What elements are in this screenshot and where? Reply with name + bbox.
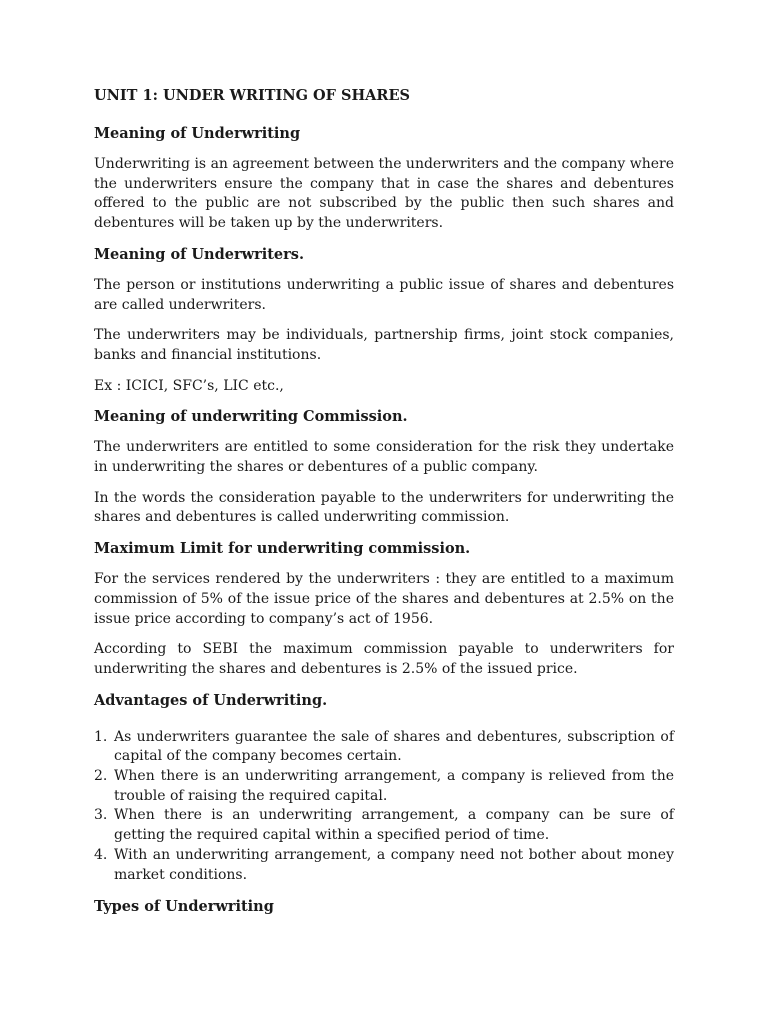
document-title: UNIT 1: UNDER WRITING OF SHARES: [94, 87, 410, 104]
list-item-text: When there is an underwriting arrangement, a company can be sure of getting the required capital within a specified period of time.: [114, 807, 674, 844]
paragraph-underwriters-definition: The person or institutions underwriting a public issue of shares and debentures are called underwriters.: [94, 276, 674, 313]
list-item-number: 2.: [94, 768, 108, 785]
advantages-list: [68, 728, 674, 886]
paragraph-companies-act-limit: For the services rendered by the underwriters : they are entitled to a maximum commission of 5% of the issue price of the shares and debentures at 2.5% on the issue price according to company’s act of 1956.: [94, 571, 674, 627]
list-item-text: As underwriters guarantee the sale of shares and debentures, subscription of capital of the company becomes certain.: [114, 728, 674, 765]
list-item-number: 4.: [94, 846, 108, 863]
heading-advantages: Advantages of Underwriting.: [94, 691, 328, 709]
heading-types-of-underwriting: Types of Underwriting: [94, 898, 274, 916]
paragraph-commission-consideration: The underwriters are entitled to some consideration for the risk they undertake in underwriting the shares or debentures of a public company.: [94, 439, 674, 476]
paragraph-underwriting-definition: Underwriting is an agreement between the underwriters and the company where the underwriters ensure the company that in case the shares and debentures offered to the public are not subscribed by the public then such shares and debentures will be taken up by the underwriters.: [94, 156, 674, 232]
paragraph-sebi-limit: According to SEBI the maximum commission payable to underwriters for underwriting the shares and debentures is 2.5% of the issued price.: [94, 641, 674, 677]
list-item-number: 1.: [94, 728, 108, 745]
paragraph-underwriters-types: The underwriters may be individuals, partnership firms, joint stock companies, banks and financial institutions.: [94, 327, 674, 363]
paragraph-underwriters-examples: Ex : ICICI, SFC’s, LIC etc.,: [94, 377, 284, 394]
heading-meaning-of-commission: Meaning of underwriting Commission.: [94, 408, 408, 426]
list-item: [68, 728, 674, 767]
list-item-number: 3.: [94, 807, 108, 824]
heading-meaning-of-underwriters: Meaning of Underwriters.: [94, 245, 305, 263]
list-item-text: With an underwriting arrangement, a company need not bother about money market conditions.: [114, 846, 674, 883]
paragraph-commission-definition: In the words the consideration payable to the underwriters for underwriting the shares and debentures is called underwriting commission.: [94, 489, 674, 526]
document-page: [94, 86, 674, 928]
heading-maximum-limit: Maximum Limit for underwriting commission.: [94, 540, 471, 558]
list-item: [68, 806, 674, 845]
list-item: [68, 846, 674, 885]
list-item: [68, 767, 674, 806]
heading-meaning-of-underwriting: Meaning of Underwriting: [94, 125, 301, 142]
list-item-text: When there is an underwriting arrangement, a company is relieved from the trouble of raising the required capital.: [114, 768, 674, 804]
